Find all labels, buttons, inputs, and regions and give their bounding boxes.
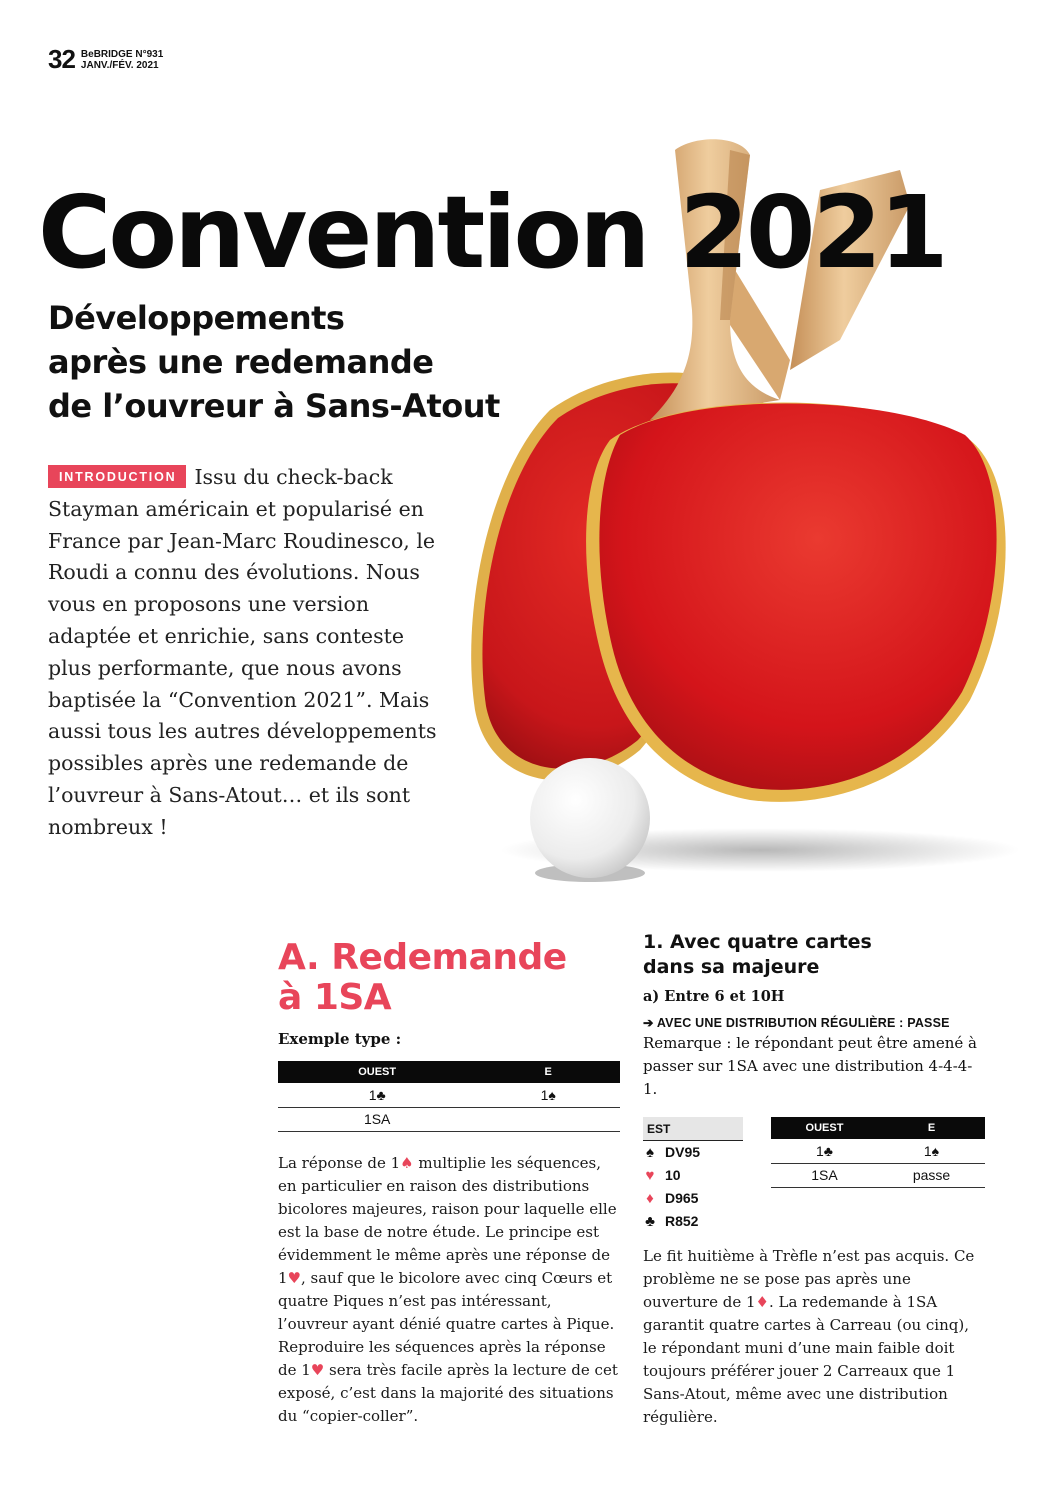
diamond-symbol: ♦	[755, 1293, 769, 1311]
section-b-heading-line: dans sa majeure	[643, 956, 820, 978]
page-subtitle	[48, 296, 568, 428]
bid-cell: 1♣	[278, 1083, 476, 1107]
magazine-date: JANV./FÉV. 2021	[80, 60, 159, 71]
bidding-header-east: E	[476, 1061, 620, 1083]
hand-clubs	[643, 1210, 743, 1233]
magazine-name: BeBRIDGE N°931	[80, 49, 164, 60]
bid-cell: 1♠	[476, 1083, 620, 1107]
club-icon: ♣	[645, 1213, 655, 1230]
text-segment: multiplie les séquences, en particulier en raison des distributions bicolores majeures, raison pour laquelle elle est la base de notre étude. Le principe est évidemment le même après une réponse de 1	[278, 1153, 617, 1287]
bidding-row	[771, 1163, 985, 1187]
intro-text: Issu du check-back Stayman américain et popularisé en France par Jean-Marc Roudinesco, le Roudi a connu des évolutions. Nous vous en proposons une version adaptée et enrichie, sans conteste plus performante, que nous avons baptisée la “Convention 2021”. Mais aussi tous les autres développements possibles après une redemande de l’ouvreur à Sans-Atout… et ils sont nombreux !	[48, 465, 437, 839]
section-a-title-line: à 1SA	[278, 977, 392, 1018]
bidding-header-row	[771, 1117, 985, 1139]
heart-symbol: ♥	[310, 1360, 325, 1379]
diamond-cards: D965	[665, 1190, 699, 1206]
section-b-heading-line: 1. Avec quatre cartes	[643, 931, 872, 953]
bidding-table	[771, 1117, 985, 1188]
bid-cell: 1SA	[771, 1163, 878, 1187]
east-hand	[643, 1117, 743, 1233]
page-title: Convention 2021	[38, 174, 946, 291]
section-b-heading	[643, 930, 985, 980]
remark-paragraph: Remarque : le répondant peut être amené à passer sur 1SA avec une distribution 4-4-4-1.	[643, 1034, 977, 1098]
hand-spades	[643, 1141, 743, 1164]
intro-badge: INTRODUCTION	[48, 465, 186, 488]
subtitle-line: après une redemande	[48, 343, 434, 381]
section-a	[278, 938, 620, 1428]
club-cards: R852	[665, 1213, 699, 1229]
section-a-title-line: A. Redemande	[278, 937, 567, 978]
spade-cards: DV95	[665, 1144, 701, 1160]
heart-icon: ♥	[645, 1167, 655, 1184]
bid-cell: 1♣	[771, 1139, 878, 1163]
heart-symbol: ♥	[287, 1268, 301, 1287]
diamond-icon: ♦	[646, 1190, 654, 1207]
bid-cell: 1SA	[278, 1107, 476, 1131]
hand-diamonds	[643, 1187, 743, 1210]
bidding-row	[278, 1083, 620, 1107]
bid-cell: 1♠	[878, 1139, 985, 1163]
magazine-issue	[81, 49, 163, 71]
hand-hearts	[643, 1164, 743, 1187]
text-segment: Le fit huitième à Trèfle n’est pas acquis. Ce problème ne se pose pas après une ouverture de 1	[643, 1247, 975, 1311]
bidding-header-west: OUEST	[278, 1061, 476, 1083]
page-header	[48, 46, 163, 72]
bid-cell: passe	[878, 1163, 985, 1187]
bidding-row	[771, 1139, 985, 1163]
section-b	[643, 930, 985, 1429]
bidding-header-west: OUEST	[771, 1117, 878, 1139]
spade-icon: ♠	[646, 1144, 654, 1161]
subtitle-line: Développements	[48, 299, 345, 337]
bidding-row	[278, 1107, 620, 1131]
rule-line: ➔ AVEC UNE DISTRIBUTION RÉGULIÈRE : PASSE	[643, 1016, 950, 1030]
spade-symbol: ♠	[400, 1153, 414, 1172]
example-label: Exemple type :	[278, 1030, 402, 1048]
page-number: 32	[48, 44, 75, 74]
bidding-box	[771, 1117, 985, 1233]
subtitle-line: de l’ouvreur à Sans-Atout	[48, 387, 500, 425]
bidding-header-row	[278, 1061, 620, 1083]
section-b-paragraph	[643, 1245, 985, 1429]
hand-header: EST	[643, 1117, 743, 1141]
bidding-header-east: E	[878, 1117, 985, 1139]
bid-cell	[476, 1107, 620, 1131]
sub-heading-a: a) Entre 6 et 10H	[643, 988, 785, 1005]
text-segment: sera très facile après la lecture de cet exposé, c’est dans la majorité des situations du “copier-coller”.	[278, 1360, 618, 1425]
bidding-table	[278, 1061, 620, 1132]
intro-paragraph	[48, 462, 438, 844]
section-a-title	[278, 938, 620, 1018]
section-a-paragraph	[278, 1152, 620, 1428]
text-segment: . La redemande à 1SA garantit quatre cartes à Carreau (ou cinq), le répondant muni d’une main faible doit toujours préférer jouer 2 Carreaux que 1 Sans-Atout, même avec une distribution régulière.	[643, 1293, 969, 1426]
heart-cards: 10	[665, 1167, 681, 1183]
hand-and-bidding	[643, 1117, 985, 1233]
text-segment: , sauf que le bicolore avec cinq Cœurs et quatre Piques n’est pas intéressant, l’ouvreur ayant dénié quatre cartes à Pique. Reproduire les séquences après la réponse de 1	[278, 1268, 615, 1379]
text-segment: La réponse de 1	[278, 1153, 401, 1172]
